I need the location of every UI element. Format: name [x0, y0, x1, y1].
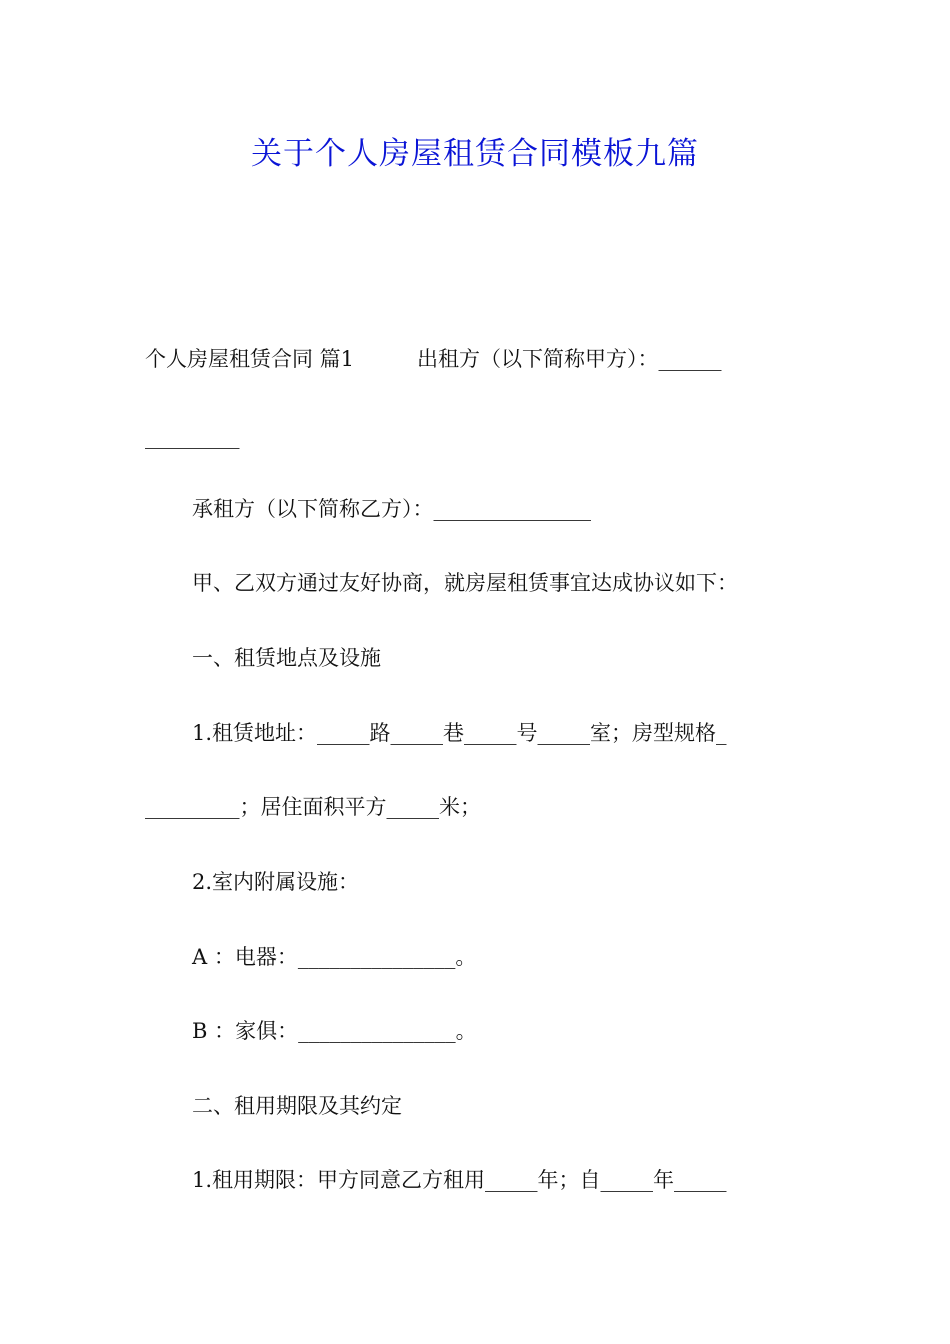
paragraph-line: 甲、乙双方通过友好协商，就房屋租赁事宜达成协议如下：	[192, 571, 738, 595]
section-heading: 二、租用期限及其约定	[192, 1094, 402, 1118]
paragraph-line: 承租方（以下简称乙方）：_______________	[192, 497, 591, 521]
paragraph-line: B ：家俱：_______________。	[192, 1019, 477, 1043]
paragraph-line: _________	[145, 425, 240, 449]
paragraph-line: 个人房屋租赁合同 篇1 出租方（以下简称甲方）：______	[145, 347, 722, 371]
paragraph-line: _________；居住面积平方_____米；	[145, 795, 481, 819]
paragraph-line: A ：电器：_______________。	[192, 945, 477, 969]
paragraph-line: 1.租用期限：甲方同意乙方租用_____年；自_____年_____	[192, 1168, 727, 1192]
paragraph-line: 1.租赁地址：_____路_____巷_____号_____室；房型规格_	[192, 721, 727, 745]
document-title: 关于个人房屋租赁合同模板九篇	[251, 136, 699, 172]
paragraph-line: 2.室内附属设施：	[192, 870, 360, 894]
section-heading: 一、租赁地点及设施	[192, 646, 381, 670]
